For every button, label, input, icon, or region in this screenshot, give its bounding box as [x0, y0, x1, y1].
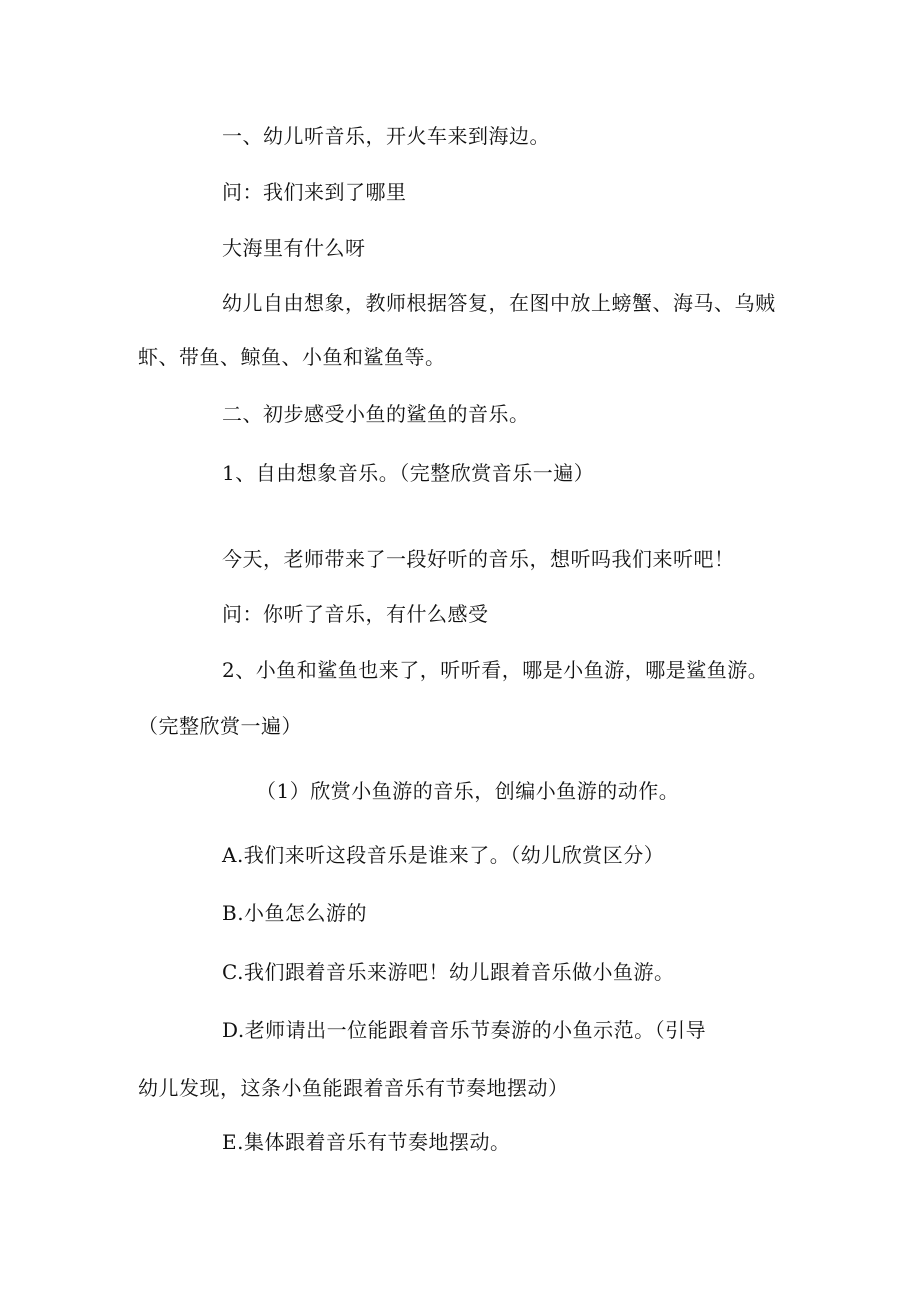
text-line: （完整欣赏一遍） [138, 714, 302, 738]
text-line: 问：我们来到了哪里 [222, 180, 407, 204]
text-line: 2、小鱼和鲨鱼也来了，听听看，哪是小鱼游，哪是鲨鱼游。 [222, 658, 769, 682]
text-line: B.小鱼怎么游的 [222, 901, 368, 925]
text-line: 一、幼儿听音乐，开火车来到海边。 [222, 124, 550, 148]
text-line: C.我们跟着音乐来游吧！幼儿跟着音乐做小鱼游。 [222, 960, 675, 984]
text-line: 1、自由想象音乐。（完整欣赏音乐一遍） [222, 461, 595, 485]
text-line: （1）欣赏小鱼游的音乐，创编小鱼游的动作。 [256, 779, 680, 803]
text-line: 大海里有什么呀 [222, 236, 366, 260]
text-line: 二、初步感受小鱼的鲨鱼的音乐。 [222, 402, 530, 426]
text-line: 虾、带鱼、鲸鱼、小鱼和鲨鱼等。 [138, 345, 446, 369]
text-line: E.集体跟着音乐有节奏地摆动。 [222, 1130, 511, 1154]
text-line: 问：你听了音乐，有什么感受 [222, 602, 489, 626]
text-line: 今天，老师带来了一段好听的音乐，想听吗我们来听吧！ [222, 547, 735, 571]
text-line: A.我们来听这段音乐是谁来了。（幼儿欣赏区分） [222, 843, 665, 867]
text-line: 幼儿自由想象，教师根据答复，在图中放上螃蟹、海马、乌贼 [222, 291, 776, 315]
text-line: 幼儿发现，这条小鱼能跟着音乐有节奏地摆动） [138, 1076, 569, 1100]
text-line: D.老师请出一位能跟着音乐节奏游的小鱼示范。（引导 [222, 1018, 707, 1042]
